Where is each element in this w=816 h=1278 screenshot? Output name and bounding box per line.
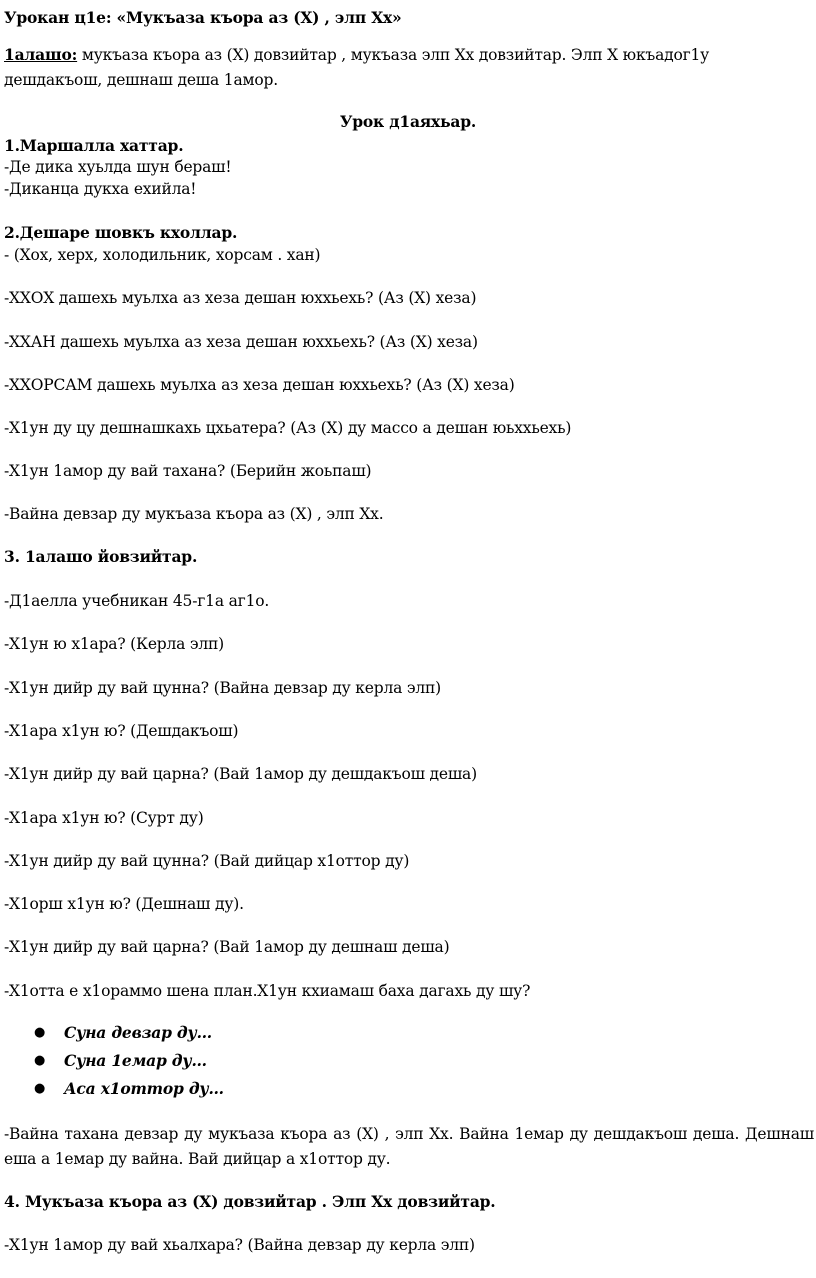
section-3-line: -Х1ун дийр ду вай цунна? (Вай дийцар х1оттор ду) — [4, 852, 410, 870]
section-2-line: -Х1ун ду цу дешнашкахь цхьатера? (Аз (Х) ду массо а дешан юьххьехь) — [4, 419, 572, 437]
section-2-line: - (Хох, херх, холодильник, хорсам . хан) — [4, 246, 321, 264]
section-2-line: -ХХОРСАМ дашехь муьлха аз хеза дешан юххьехь? (Аз (Х) хеза) — [4, 376, 515, 394]
section-3-heading: 3. 1алашо йовзийтар. — [4, 547, 198, 566]
section-3-line: -Х1ун ю х1ара? (Керла элп) — [4, 635, 225, 653]
lesson-title: Урокан ц1е: «Мукъаза къора аз (Х) , элп Хх» — [4, 8, 402, 27]
section-3-line: -Х1ара х1ун ю? (Сурт ду) — [4, 809, 204, 827]
section-3-line: -Х1ун дийр ду вай цунна? (Вайна девзар ду керла элп) — [4, 679, 441, 697]
bullet-item: Суна 1емар ду… — [64, 1051, 207, 1070]
summary-paragraph: -Вайна тахана девзар ду мукъаза къора аз (Х) , элп Хх. Вайна 1емар ду дешдакъош деша. Дешнаш еша а 1емар ду вайна. Вай дийцар а х1оттор ду. — [4, 1125, 814, 1168]
section-3-line: -Х1ун дийр ду вай царна? (Вай 1амор ду дешдакъош деша) — [4, 765, 477, 783]
bullet-item: Суна девзар ду… — [64, 1023, 212, 1042]
bullet-dot-icon: ● — [34, 1025, 46, 1040]
section-2-heading: 2.Дешаре шовкъ кхоллар. — [4, 223, 238, 242]
section-2-line: -Вайна девзар ду мукъаза къора аз (Х) , элп Хх. — [4, 505, 384, 523]
section-1-line: -Диканца дукха ехийла! — [4, 180, 197, 198]
bullet-dot-icon: ● — [34, 1053, 46, 1068]
section-4-heading: 4. Мукъаза къора аз (Х) довзийтар . Элп Хх довзийтар. — [4, 1192, 496, 1211]
goal-line-1 — [4, 45, 709, 65]
goal-label: 1алашо: — [4, 45, 78, 64]
section-3-line: -Х1ун дийр ду вай царна? (Вай 1амор ду дешнаш деша) — [4, 938, 450, 956]
section-2-line: -ХХАН дашехь муьлха аз хеза дешан юххьехь? (Аз (Х) хеза) — [4, 333, 478, 351]
section-2-line: -Х1ун 1амор ду вай тахана? (Берийн жоьпаш) — [4, 462, 372, 480]
goal-text-1: мукъаза къора аз (Х) довзийтар , мукъаза элп Хх довзийтар. Элп Х юкъадог1у — [81, 46, 710, 64]
section-1-line: -Де дика хуьлда шун бераш! — [4, 158, 232, 176]
bullet-dot-icon: ● — [34, 1081, 46, 1096]
lesson-heading: Урок д1аяхьар. — [339, 112, 477, 131]
section-3-line: -Х1отта е х1ораммо шена план.Х1ун кхиамаш баха дагахь ду шу? — [4, 982, 531, 1000]
section-2-line: -ХХОХ дашехь муьлха аз хеза дешан юххьехь? (Аз (Х) хеза) — [4, 289, 477, 307]
section-3-line: -Х1ара х1ун ю? (Дешдакъош) — [4, 722, 239, 740]
section-3-line: -Х1орш х1ун ю? (Дешнаш ду). — [4, 895, 244, 913]
section-3-line: -Д1аелла учебникан 45-г1а аг1о. — [4, 592, 270, 610]
bullet-item: Аса х1оттор ду… — [64, 1079, 224, 1098]
section-1-heading: 1.Маршалла хаттар. — [4, 136, 184, 155]
goal-text-2: дешдакъош, дешнаш деша 1амор. — [4, 71, 278, 89]
section-4-line: -Х1ун 1амор ду вай хьалхара? (Вайна девзар ду керла элп) — [4, 1236, 475, 1254]
